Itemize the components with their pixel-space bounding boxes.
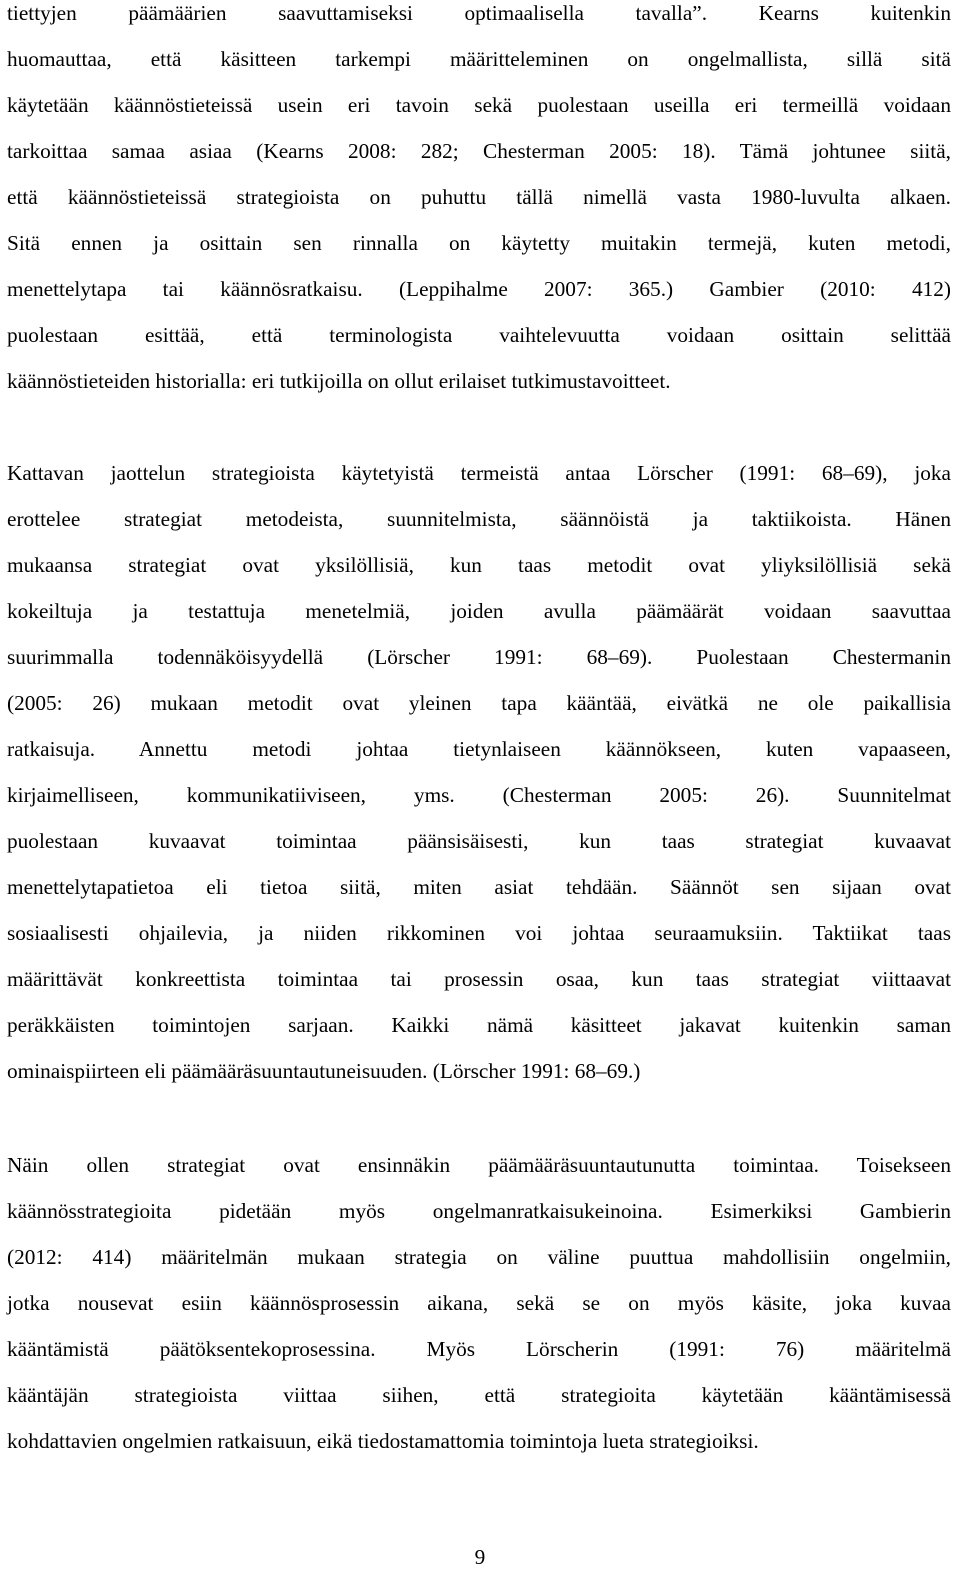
text-line: Kattavan jaottelun strategioista käytetyistä termeistä antaa Lörscher (1991: 68–69), joka [7, 461, 951, 485]
text-line: mukaansa strategiat ovat yksilöllisiä, kun taas metodit ovat yliyksilöllisiä sekä [7, 553, 951, 577]
text-line: (2012: 414) määritelmän mukaan strategia on väline puuttua mahdollisiin ongelmiin, [7, 1245, 951, 1269]
text-line: jotka nousevat esiin käännösprosessin aikana, sekä se on myös käsite, joka kuvaa [7, 1291, 951, 1315]
text-line: erottelee strategiat metodeista, suunnitelmista, säännöistä ja taktiikoista. Hänen [7, 507, 951, 531]
text-line: menettelytapa tai käännösratkaisu. (Leppihalme 2007: 365.) Gambier (2010: 412) [7, 277, 951, 301]
text-line: että käännöstieteissä strategioista on puhuttu tällä nimellä vasta 1980-luvulta alkaen. [7, 185, 951, 209]
text-line: kirjaimelliseen, kommunikatiiviseen, yms. (Chesterman 2005: 26). Suunnitelmat [7, 783, 951, 807]
text-line: ratkaisuja. Annettu metodi johtaa tietynlaiseen käännökseen, kuten vapaaseen, [7, 737, 951, 761]
text-line: kääntämistä päätöksentekoprosessina. Myös Lörscherin (1991: 76) määritelmä [7, 1337, 951, 1361]
text-line: menettelytapatietoa eli tietoa siitä, miten asiat tehdään. Säännöt sen sijaan ovat [7, 875, 951, 899]
text-line: Näin ollen strategiat ovat ensinnäkin päämääräsuuntautunutta toimintaa. Toisekseen [7, 1153, 951, 1177]
text-line: huomauttaa, että käsitteen tarkempi määritteleminen on ongelmallista, sillä sitä [7, 47, 951, 71]
text-line: kohdattavien ongelmien ratkaisuun, eikä tiedostamattomia toimintoja lueta strategioiksi. [7, 1429, 759, 1453]
text-line: puolestaan kuvaavat toimintaa päänsisäisesti, kun taas strategiat kuvaavat [7, 829, 951, 853]
text-line: sosiaalisesti ohjailevia, ja niiden rikkominen voi johtaa seuraamuksiin. Taktiikat taas [7, 921, 951, 945]
text-line: tarkoittaa samaa asiaa (Kearns 2008: 282; Chesterman 2005: 18). Tämä johtunee siitä, [7, 139, 951, 163]
page-number: 9 [474, 1545, 486, 1569]
text-line: Sitä ennen ja osittain sen rinnalla on käytetty muitakin termejä, kuten metodi, [7, 231, 951, 255]
text-line: peräkkäisten toimintojen sarjaan. Kaikki nämä käsitteet jakavat kuitenkin saman [7, 1013, 951, 1037]
text-line: kokeiltuja ja testattuja menetelmiä, joiden avulla päämäärät voidaan saavuttaa [7, 599, 951, 623]
paragraph-1 [7, 0, 951, 404]
text-line: ominaispiirteen eli päämääräsuuntautuneisuuden. (Lörscher 1991: 68–69.) [7, 1059, 641, 1083]
text-line: määrittävät konkreettista toimintaa tai prosessin osaa, kun taas strategiat viittaavat [7, 967, 951, 991]
text-line: käytetään käännöstieteissä usein eri tavoin sekä puolestaan useilla eri termeillä voidaan [7, 93, 951, 117]
text-line: kääntäjän strategioista viittaa siihen, että strategioita käytetään kääntämisessä [7, 1383, 951, 1407]
paragraph-2 [7, 450, 951, 1094]
paragraph-3 [7, 1142, 951, 1464]
text-line: käännöstieteiden historialla: eri tutkijoilla on ollut erilaiset tutkimustavoitteet. [7, 369, 671, 393]
text-line: käännösstrategioita pidetään myös ongelmanratkaisukeinoina. Esimerkiksi Gambierin [7, 1199, 951, 1223]
text-line: suurimmalla todennäköisyydellä (Lörscher 1991: 68–69). Puolestaan Chestermanin [7, 645, 951, 669]
text-line: puolestaan esittää, että terminologista vaihtelevuutta voidaan osittain selittää [7, 323, 951, 347]
text-line: (2005: 26) mukaan metodit ovat yleinen tapa kääntää, eivätkä ne ole paikallisia [7, 691, 951, 715]
text-line: tiettyjen päämäärien saavuttamiseksi optimaalisella tavalla”. Kearns kuitenkin [7, 1, 951, 25]
